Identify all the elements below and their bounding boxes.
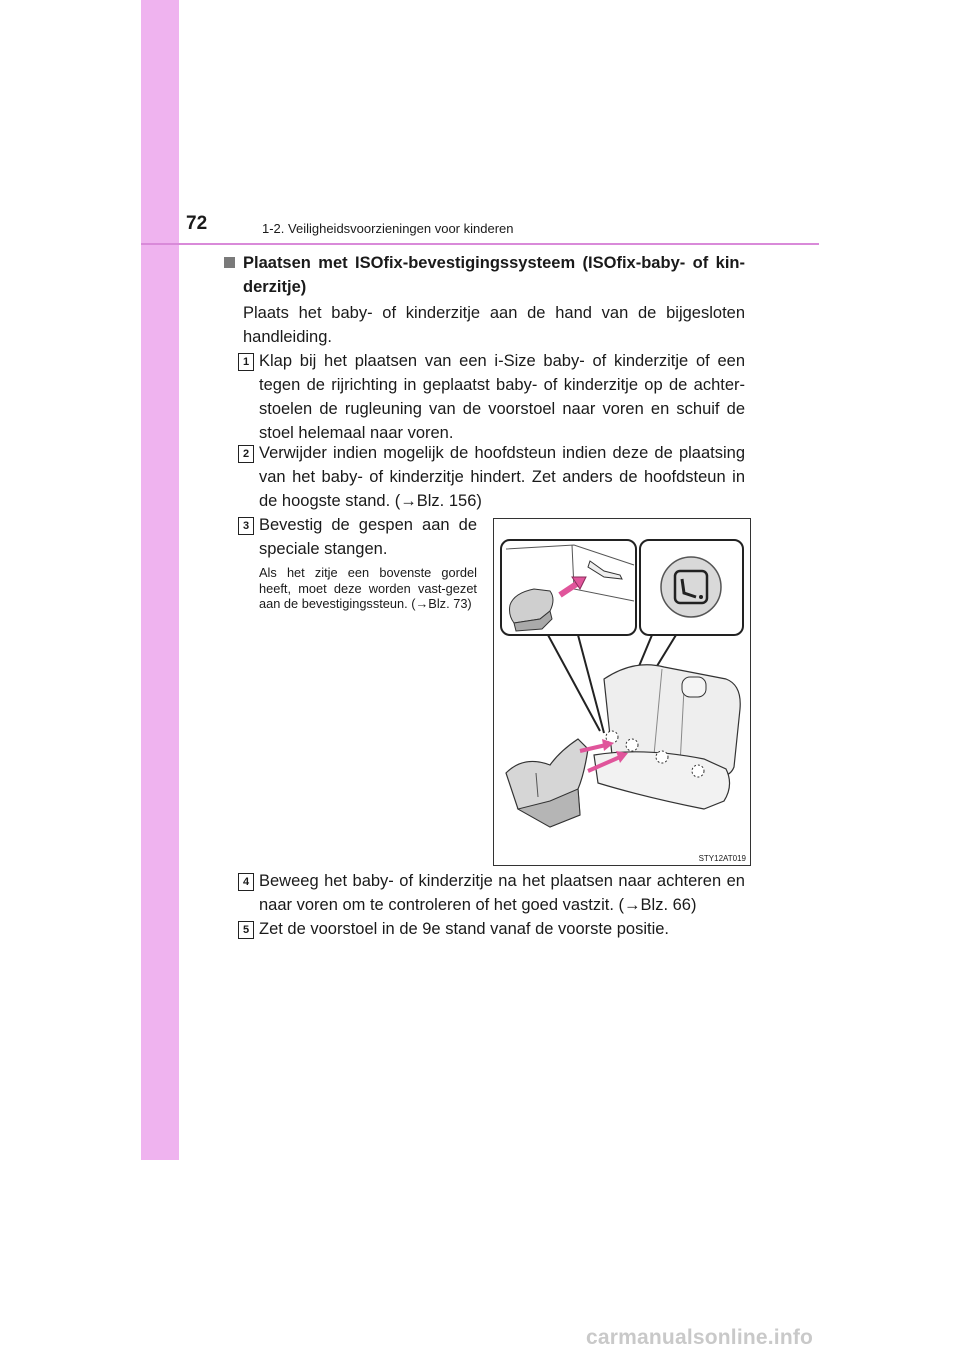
- section-title: 1-2. Veiligheidsvoorzieningen voor kinderen: [262, 221, 514, 236]
- step-text-5: Zet de voorstoel in de 9e stand vanaf de voorste positie.: [259, 920, 670, 938]
- step-text-2: Verwijder indien mogelijk de hoofdsteun indien deze de plaatsing van het baby- of kinderzitje hindert. Zet anders de hoofdsteun in de hoogste stand. (→Blz. 156): [259, 444, 745, 510]
- isofix-drawing: [494, 519, 750, 865]
- step-text-4: Beweeg het baby- of kinderzitje na het plaatsen naar achteren en naar voren om te controleren of het goed vastzit. (→Blz. 66): [259, 872, 745, 914]
- isofix-illustration: [493, 518, 751, 866]
- step-number-5: 5: [238, 921, 254, 939]
- square-bullet-icon: [224, 257, 235, 268]
- step-3-note: Als het zitje een bovenste gordel heeft, moet deze worden vast-gezet aan de bevestigingssteun. (→Blz. 73): [259, 565, 477, 611]
- page-number: 72: [186, 213, 208, 234]
- step-number-1: 1: [238, 353, 254, 371]
- step-number-3: 3: [238, 517, 254, 535]
- figure-code: STY12AT019: [698, 854, 746, 863]
- header-rule: [141, 243, 819, 245]
- intro-text: Plaats het baby- of kinderzitje aan de hand van de bijgesloten handleiding.: [243, 304, 745, 346]
- step-text-3: Bevestig de gespen aan de speciale stangen.: [259, 516, 477, 558]
- section-heading: Plaatsen met ISOfix-bevestigingssysteem (ISOfix-baby- of kin-derzitje): [243, 254, 745, 296]
- step-number-2: 2: [238, 445, 254, 463]
- step-text-1: Klap bij het plaatsen van een i-Size baby- of kinderzitje of een tegen de rijrichting in geplaatst baby- of kinderzitje op de achter-stoelen de rugleuning van de voorstoel naar voren en schuif de stoel helemaal naar voren.: [259, 352, 745, 442]
- step-number-4: 4: [238, 873, 254, 891]
- watermark: carmanualsonline.info: [586, 1326, 814, 1349]
- chapter-sidebar-tab: [141, 0, 179, 1160]
